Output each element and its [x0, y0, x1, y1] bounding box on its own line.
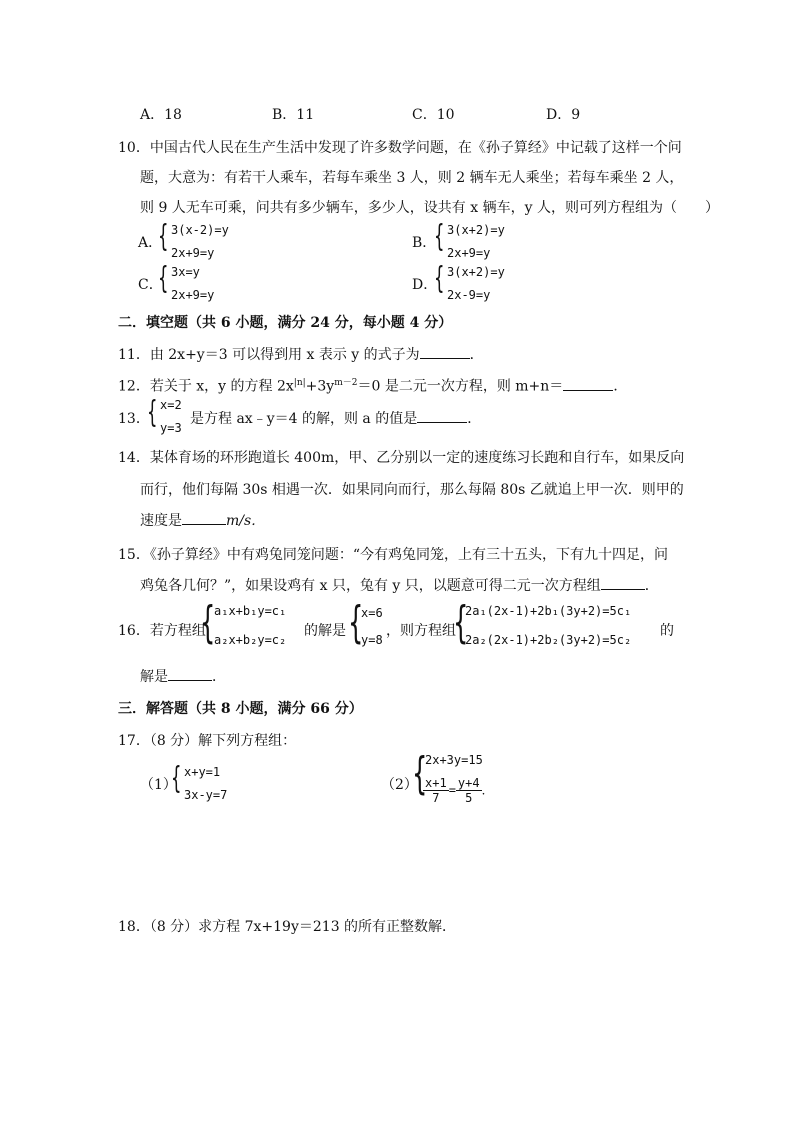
q17-part1-eq2: 3x-y=7 — [184, 788, 228, 802]
brace-icon: { — [158, 261, 169, 296]
q12-exponent-2: m－2 — [334, 378, 358, 388]
answer-blank[interactable] — [420, 344, 470, 359]
q11-text: 11．由 2x+y＝3 可以得到用 x 表示 y 的式子为 — [118, 347, 420, 363]
q10-option-b-label: B． — [412, 235, 437, 251]
q10-line-2: 题，大意为：有若干人乘车，若每车乘坐 3 人，则 2 辆车无人乘坐；若每车乘坐 2 人， — [140, 170, 684, 186]
q17-part2-eq2 — [423, 776, 494, 805]
denominator: 7 — [432, 791, 440, 805]
q16-system1-eq2: a₂x+b₂y=c₂ — [214, 633, 287, 647]
fraction — [456, 776, 482, 805]
q16-line-2-pre: 解是 — [140, 669, 168, 685]
brace-icon: { — [434, 219, 445, 254]
q9-option-b: B．11 — [272, 107, 315, 123]
q16-mid2: ，则方程组 — [386, 623, 456, 639]
q17-part1-label: （1） — [140, 777, 177, 793]
q12-end: ． — [613, 378, 628, 395]
q12-post: ＝0 是二元一次方程，则 m+n＝ — [357, 378, 564, 395]
q15-end: ． — [644, 578, 659, 594]
q16-pre: 16．若方程组 — [118, 623, 206, 639]
q10-option-a-eq2: 2x+9=y — [171, 246, 215, 260]
q16-post: 的 — [660, 623, 674, 639]
q10-option-d-eq2: 2x-9=y — [447, 288, 491, 302]
q12 — [118, 375, 627, 396]
q10-line-3: 则 9 人无车可乘，问共有多少辆车，多少人，设共有 x 辆车，y 人，则可列方程组为（ ） — [140, 200, 719, 216]
q10-option-a-label: A． — [138, 235, 163, 251]
q10-option-a-eq1: 3(x-2)=y — [171, 223, 229, 237]
section-3-heading: 三．解答题（共 8 小题，满分 66 分） — [118, 701, 363, 717]
q14-line-1: 14．某体育场的环形跑道长 400m，甲、乙分别以一定的速度练习长跑和自行车，如果反向 — [118, 450, 685, 466]
q10-option-d-label: D． — [412, 277, 438, 293]
q16-system2-eq2: y=8 — [361, 633, 383, 647]
q17-part1-eq1: x+y=1 — [184, 765, 221, 779]
q13-number: 13． — [118, 411, 150, 427]
brace-icon: { — [434, 261, 445, 296]
q15-line-2 — [140, 575, 659, 595]
brace-icon: { — [412, 748, 428, 799]
q14-line-3-pre: 速度是 — [140, 513, 182, 529]
q14-line-2: 而行，他们每隔 30s 相遇一次．如果同向而行，那么每隔 80s 乙就追上甲一次．则甲的 — [140, 482, 684, 498]
q12-exponent-1: |n| — [293, 378, 306, 388]
q10-option-c-eq2: 2x+9=y — [171, 288, 215, 302]
q17-part2-end: ． — [481, 783, 494, 797]
brace-icon: { — [147, 395, 158, 430]
section-2-heading: 二．填空题（共 6 小题，满分 24 分，每小题 4 分） — [118, 315, 453, 331]
q13-end: ． — [467, 411, 482, 427]
q10-option-d-eq1: 3(x+2)=y — [447, 265, 505, 279]
q18-text: 18．（8 分）求方程 7x+19y＝213 的所有正整数解． — [118, 919, 457, 935]
answer-blank[interactable] — [182, 510, 226, 525]
q16-system2-eq1: x=6 — [361, 606, 383, 620]
q14-line-3-post: m/s． — [226, 513, 266, 529]
q9-option-a: A．18 — [140, 107, 182, 123]
q15-line-2-text: 鸡兔各几何？”，如果设鸡有 x 只，兔有 y 只，以题意可得二元一次方程组 — [140, 578, 601, 594]
brace-icon: { — [348, 597, 364, 648]
q11-end: ． — [469, 347, 484, 363]
q13-eq1: x=2 — [160, 398, 182, 412]
q12-pre: 12．若关于 x，y 的方程 2x — [118, 378, 294, 395]
q10-option-c-eq1: 3x=y — [171, 265, 200, 279]
q17-title: 17．（8 分）解下列方程组： — [118, 733, 297, 749]
answer-blank[interactable] — [417, 408, 467, 423]
numerator: y+4 — [457, 776, 480, 790]
q17-part2-eq1: 2x+3y=15 — [425, 753, 483, 767]
q14-line-3 — [140, 510, 265, 530]
q10-option-b-eq2: 2x+9=y — [447, 246, 491, 260]
q13-eq2: y=3 — [160, 421, 182, 435]
answer-blank[interactable] — [601, 575, 645, 590]
numerator: x+1 — [425, 776, 447, 790]
fraction — [423, 776, 449, 805]
q16-system3-eq2: 2a₂(2x-1)+2b₂(3y+2)=5c₂ — [465, 633, 632, 647]
brace-icon: { — [158, 219, 169, 254]
q16-end: ． — [212, 669, 226, 685]
brace-icon: { — [200, 597, 216, 648]
denominator: 5 — [465, 791, 473, 805]
q16-system3-eq1: 2a₁(2x-1)+2b₁(3y+2)=5c₁ — [465, 604, 632, 618]
q13-rest — [190, 408, 481, 428]
brace-icon: { — [171, 761, 182, 796]
q17-part2-label: （2） — [381, 777, 418, 793]
q16-line-2 — [140, 666, 226, 686]
q10-option-c-label: C． — [138, 277, 163, 293]
q16-system1-eq1: a₁x+b₁y=c₁ — [214, 604, 287, 618]
q9-option-d: D．9 — [546, 107, 581, 123]
answer-blank[interactable] — [168, 666, 212, 681]
brace-icon: { — [453, 597, 469, 648]
q12-mid: +3y — [305, 378, 335, 395]
q16-mid1: 的解是 — [304, 623, 346, 639]
q10-line-1: 10．中国古代人民在生产生活中发现了许多数学问题，在《孙子算经》中记载了这样一个问 — [118, 140, 682, 156]
q10-option-b-eq1: 3(x+2)=y — [447, 223, 505, 237]
q11 — [118, 344, 484, 364]
q9-option-c: C．10 — [412, 107, 455, 123]
answer-blank[interactable] — [563, 376, 613, 391]
q15-line-1: 15．《孙子算经》中有鸡兔同笼问题：“今有鸡兔同笼，上有三十五头，下有九十四足，问 — [118, 547, 668, 563]
q13-text: 是方程 ax﹣y＝4 的解，则 a 的值是 — [190, 411, 418, 427]
equals: = — [448, 783, 456, 797]
